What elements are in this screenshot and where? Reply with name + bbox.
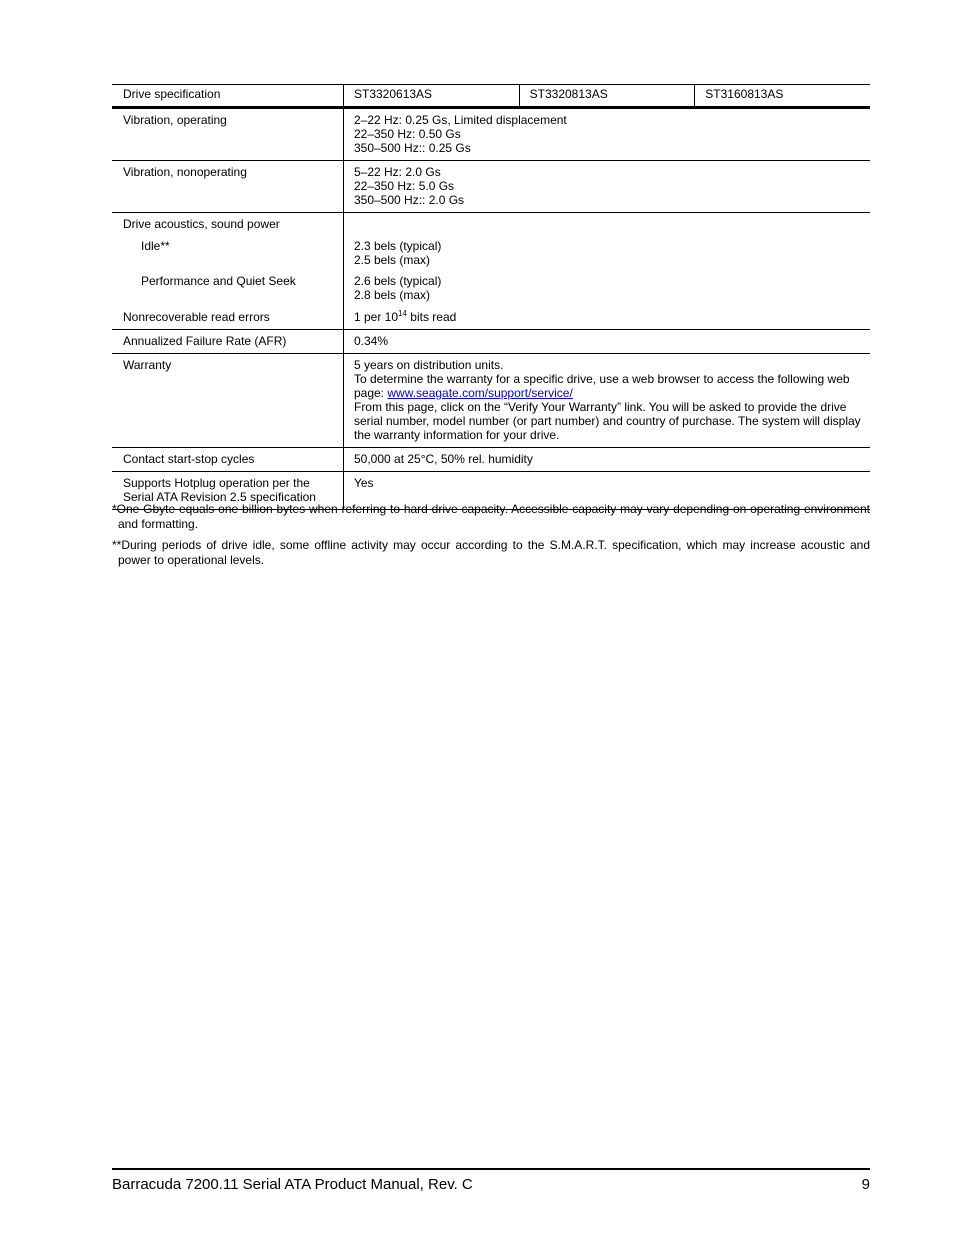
- row-value: 5 years on distribution units. To determine the warranty for a specific drive, use a web browser to access the following web page: www.seagate.com/support/service/ From this page, click on the “Verify Your Warranty” link. You will be asked to provide the drive serial number, model number (or part number) and country of purchase. The system will display the warranty information for your drive.: [353, 358, 861, 442]
- table-row: [112, 161, 870, 213]
- header-model-2: ST3320813AS: [529, 87, 608, 101]
- row-label: Annualized Failure Rate (AFR): [123, 334, 287, 348]
- sub-label-idle: Idle**: [141, 239, 170, 253]
- footnotes: [112, 502, 870, 574]
- table-header-row: [112, 85, 870, 108]
- footer-rule: [112, 1168, 870, 1170]
- row-value: 2–22 Hz: 0.25 Gs, Limited displacement 22–350 Hz: 0.50 Gs 350–500 Hz:: 0.25 Gs: [353, 113, 567, 155]
- page-number: 9: [861, 1176, 870, 1193]
- row-value: 50,000 at 25°C, 50% rel. humidity: [353, 452, 533, 466]
- footnote-1: *One Gbyte equals one billion bytes when referring to hard drive capacity. Accessible capacity may vary depending on operating environment and formatting.: [112, 502, 870, 531]
- row-label: Vibration, nonoperating: [123, 165, 247, 179]
- warranty-link[interactable]: www.seagate.com/support/service/: [387, 386, 573, 400]
- sub-label-seek: Performance and Quiet Seek: [141, 274, 296, 288]
- header-model-1: ST3320613AS: [353, 87, 433, 101]
- footnote-2: **During periods of drive idle, some offline activity may occur according to the S.M.A.R.T. specification, which may increase acoustic and power to operational levels.: [112, 538, 870, 567]
- row-label: Drive acoustics, sound power: [123, 217, 280, 231]
- nre-value: 1 per $10^{14}$ bits read: [353, 309, 457, 324]
- row-value: 2.3 bels (typical) 2.5 bels (max) 2.6 bels (typical) 2.8 bels (max) 1 per $10^{14}$ bits read: [344, 213, 870, 329]
- spec-table: [112, 84, 870, 510]
- header-model-3: ST3160813AS: [705, 87, 784, 101]
- row-value: Yes: [353, 476, 374, 490]
- row-label: Vibration, operating: [123, 113, 227, 127]
- row-label: Contact start-stop cycles: [123, 452, 255, 466]
- row-value: 5–22 Hz: 2.0 Gs 22–350 Hz: 5.0 Gs 350–500 Hz:: 2.0 Gs: [353, 165, 465, 207]
- table-row: [112, 448, 870, 472]
- row-value: 0.34%: [353, 334, 389, 348]
- row-label: Supports Hotplug operation per the Serial ATA Revision 2.5 specification: [123, 476, 316, 504]
- table-row: [112, 108, 870, 161]
- table-row: [112, 354, 870, 448]
- table-row: [112, 330, 870, 354]
- row-label: Nonrecoverable read errors: [123, 310, 270, 324]
- footer-title: Barracuda 7200.11 Serial ATA Product Manual, Rev. C: [112, 1176, 473, 1193]
- row-label: Warranty: [123, 358, 172, 372]
- header-drive-spec: Drive specification: [112, 85, 343, 108]
- table-row: [112, 213, 870, 330]
